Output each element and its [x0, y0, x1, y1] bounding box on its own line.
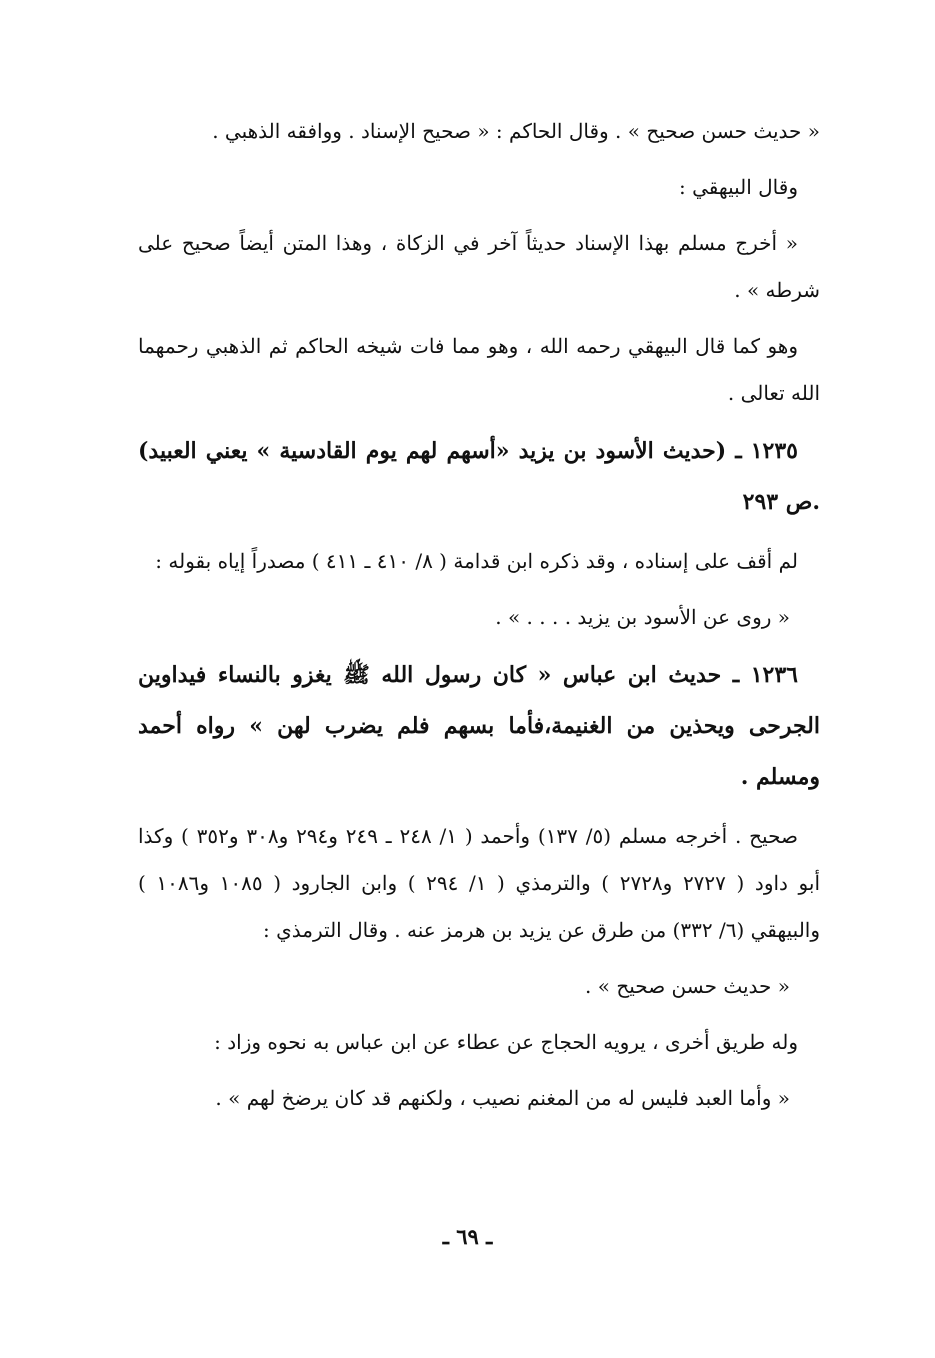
paragraph-bayhaqi-comment: وهو كما قال البيهقي رحمه الله ، وهو مما فات شيخه الحاكم ثم الذهبي رحمهما الله تعالى . [138, 334, 820, 405]
paragraph-slave-quote: « وأما العبد فليس له من المغنم نصيب ، ولكنهم قد كان يرضخ لهم » . [215, 1086, 790, 1110]
page-number: ـ ٦٩ ـ [442, 1224, 493, 1249]
paragraph-tirmidhi-quote: « حديث حسن صحيح » . [585, 974, 790, 998]
paragraph-other-route: وله طريق أخرى ، يرويه الحجاج عن عطاء عن ابن عباس به نحوه وزاد : [214, 1030, 798, 1054]
paragraph-aswad-quote: « روى عن الأسود بن يزيد . . . . » . [495, 605, 790, 629]
paragraph-hakim-quote: « حديث حسن صحيح » . وقال الحاكم : « صحيح الإسناد . ووافقه الذهبي . [212, 119, 820, 143]
paragraph-bayhaqi-quote: « أخرج مسلم بهذا الإسناد حديثاً آخر في الزكاة ، وهذا المتن أيضاً صحيح على شرطه » . [138, 231, 820, 302]
hadith-1235-heading: ١٢٣٥ ـ (حديث الأسود بن يزيد «أسهم لهم يوم القادسية » يعني العبيد) .ص ٢٩٣ [138, 438, 820, 515]
paragraph-bayhaqi-intro: وقال البيهقي : [678, 175, 798, 199]
page-body [138, 108, 820, 1131]
hadith-1236-heading: ١٢٣٦ ـ حديث ابن عباس « كان رسول الله ﷺ يغزو بالنساء فيداوين الجرحى ويحذين من الغنيمة،فأما بسهم فلم يضرب لهن » رواه أحمد ومسلم . [138, 662, 820, 790]
paragraph-sahih-takhrij: صحيح . أخرجه مسلم (٥/ ١٣٧) وأحمد ( ١/ ٢٤٨ ـ ٢٤٩ و٢٩٤ و٣٠٨ و٣٥٢ ) وكذا أبو داود ( ٢٧٢٧ و٢٧٢٨ ) والترمذي ( ١/ ٢٩٤ ) وابن الجارود ( ١٠٨٥ و١٠٨٦ ) والبيهقي (٦/ ٣٣٢) من طرق عن يزيد بن هرمز عنه . وقال الترمذي : [138, 824, 820, 942]
paragraph-ibn-qudama: لم أقف على إسناده ، وقد ذكره ابن قدامة ( ٨/ ٤١٠ ـ ٤١١ ) مصدراً إياه بقوله : [155, 549, 798, 573]
